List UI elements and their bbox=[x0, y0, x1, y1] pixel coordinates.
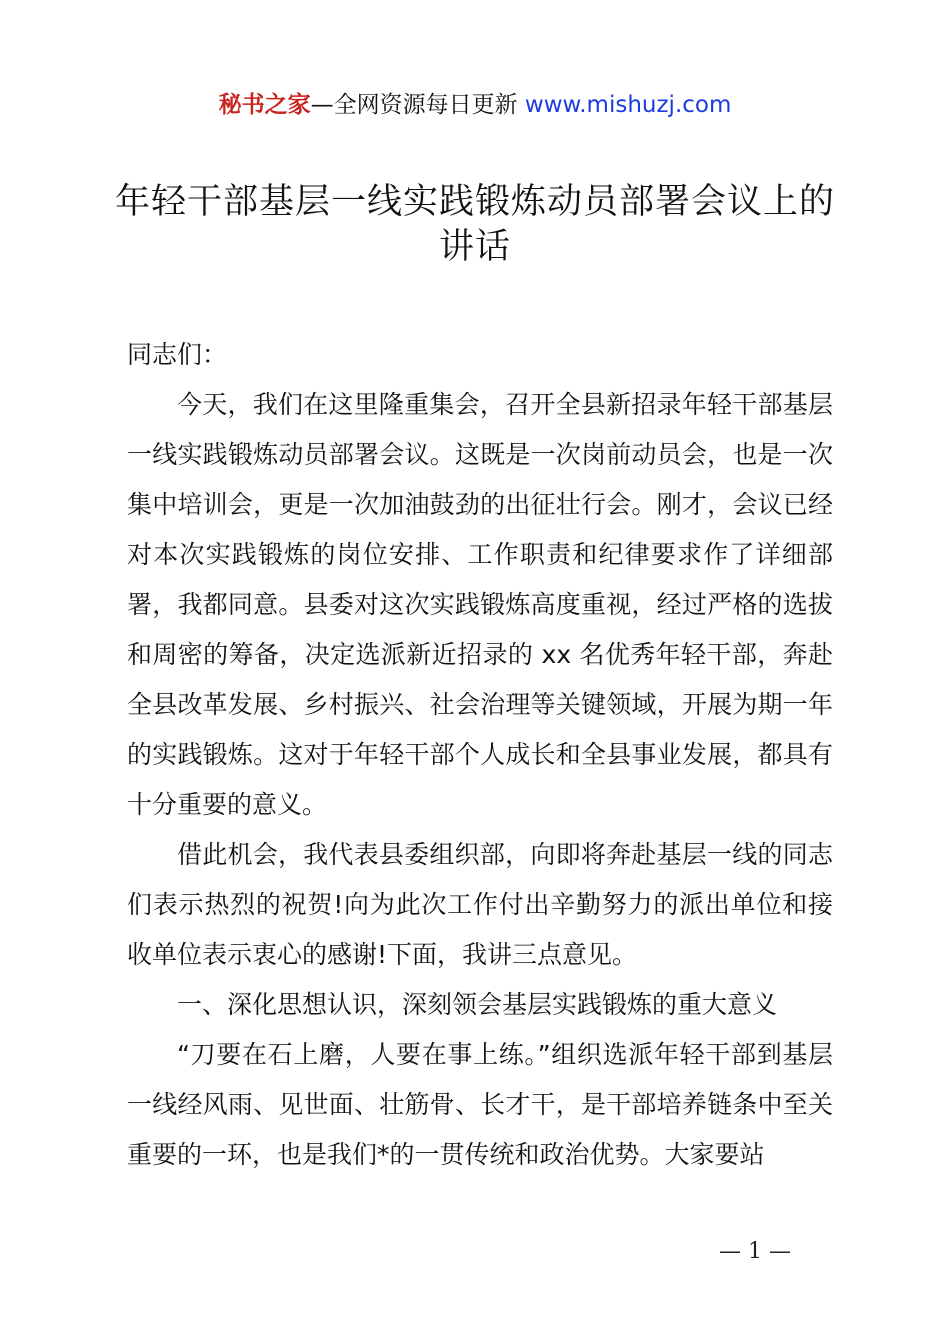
page-number: — 1 — bbox=[719, 1239, 791, 1264]
site-slogan: —全网资源每日更新 bbox=[310, 92, 518, 118]
site-brand: 秘书之家 bbox=[218, 92, 311, 118]
paragraph: 今天，我们在这里隆重集会，召开全县新招录年轻干部基层一线实践锻炼动员部署会议。这既是一次岗前动员会，也是一次集中培训会，更是一次加油鼓劲的出征壮行会。刚才，会议已经对本次实践锻炼的岗位安排、工作职责和纪律要求作了详细部署，我都同意。县委对这次实践锻炼高度重视，经过严格的选拔和周密的筹备，决定选派新近招录的 xx 名优秀年轻干部，奔赴全县改革发展、乡村振兴、社会治理等关键领域，开展为期一年的实践锻炼。这对于年轻干部个人成长和全县事业发展，都具有十分重要的意义。 bbox=[127, 390, 833, 819]
paragraph: 借此机会，我代表县委组织部，向即将奔赴基层一线的同志们表示热烈的祝贺!向为此次工作付出辛勤努力的派出单位和接收单位表示衷心的感谢!下面，我讲三点意见。 bbox=[127, 840, 833, 969]
salutation: 同志们： bbox=[127, 340, 228, 369]
document-title: 年轻干部基层一线实践锻炼动员部署会议上的讲话 bbox=[114, 182, 835, 267]
document-body bbox=[127, 330, 833, 1180]
paragraph: “刀要在石上磨，人要在事上练。”组织选派年轻干部到基层一线经风雨、见世面、壮筋骨、长才干，是干部培养链条中至关重要的一环，也是我们*的一贯传统和政治优势。大家要站 bbox=[127, 1040, 833, 1169]
section-heading: 一、深化思想认识，深刻领会基层实践锻炼的重大意义 bbox=[177, 990, 778, 1019]
site-header bbox=[0, 88, 950, 122]
site-url-link[interactable]: www.mishuzj.com bbox=[524, 92, 732, 118]
